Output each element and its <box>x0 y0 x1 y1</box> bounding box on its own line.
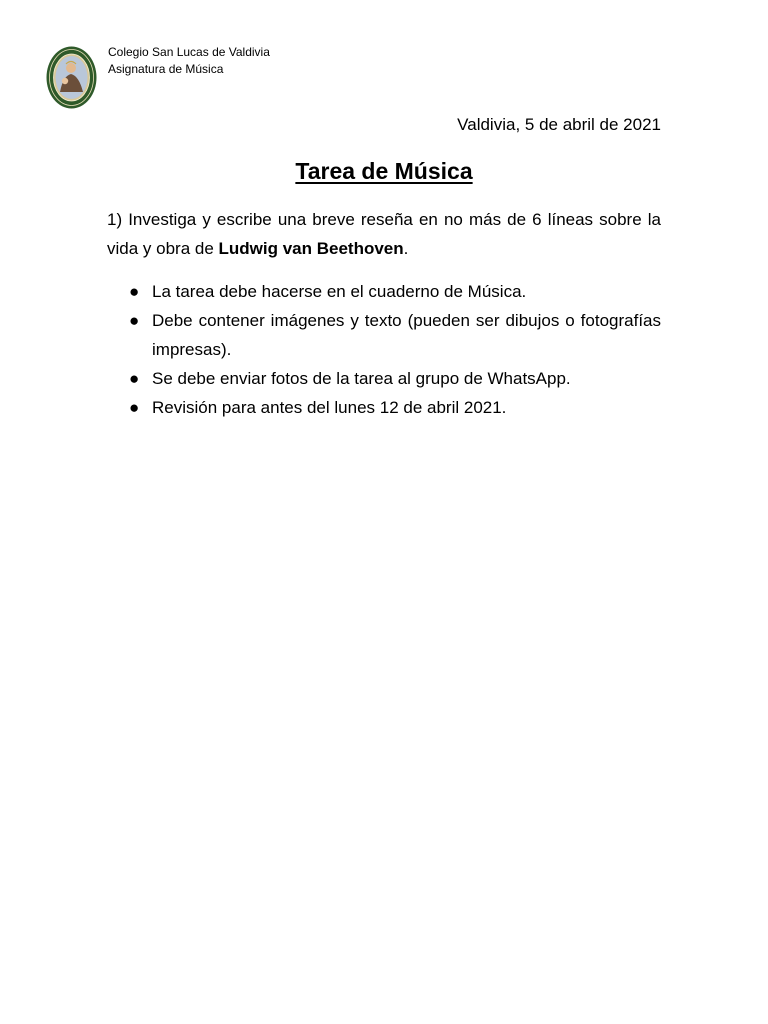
list-item <box>107 277 661 306</box>
question-text: 1) Investiga y escribe una breve reseña en no más de 6 líneas sobre la vida y obra de <box>107 210 661 258</box>
list-item <box>107 393 661 422</box>
school-name: Colegio San Lucas de Valdivia <box>108 45 270 59</box>
school-seal-logo <box>46 46 97 109</box>
list-item-text: La tarea debe hacerse en el cuaderno de Música. <box>152 282 527 301</box>
bullet-icon: ● <box>129 282 140 301</box>
school-header <box>108 44 270 78</box>
date-line: Valdivia, 5 de abril de 2021 <box>457 115 661 134</box>
question-paragraph <box>107 205 661 263</box>
bullet-icon: ● <box>129 369 140 388</box>
title-text: Tarea de Música <box>295 158 473 184</box>
question-end: . <box>403 239 409 258</box>
page-title <box>0 156 768 186</box>
bullet-icon: ● <box>129 311 140 330</box>
list-item-text: Se debe enviar fotos de la tarea al grupo de WhatsApp. <box>152 369 571 388</box>
list-item-text: Revisión para antes del lunes 12 de abril 2021. <box>152 398 507 417</box>
bullet-icon: ● <box>129 398 140 417</box>
composer-name: Ludwig van Beethoven <box>218 239 404 258</box>
list-item <box>107 364 661 393</box>
instructions-list <box>107 277 661 422</box>
list-item <box>107 306 661 364</box>
list-item-text: Debe contener imágenes y texto (pueden ser dibujos o fotografías impresas). <box>152 311 661 359</box>
subject-name: Asignatura de Música <box>108 62 224 76</box>
